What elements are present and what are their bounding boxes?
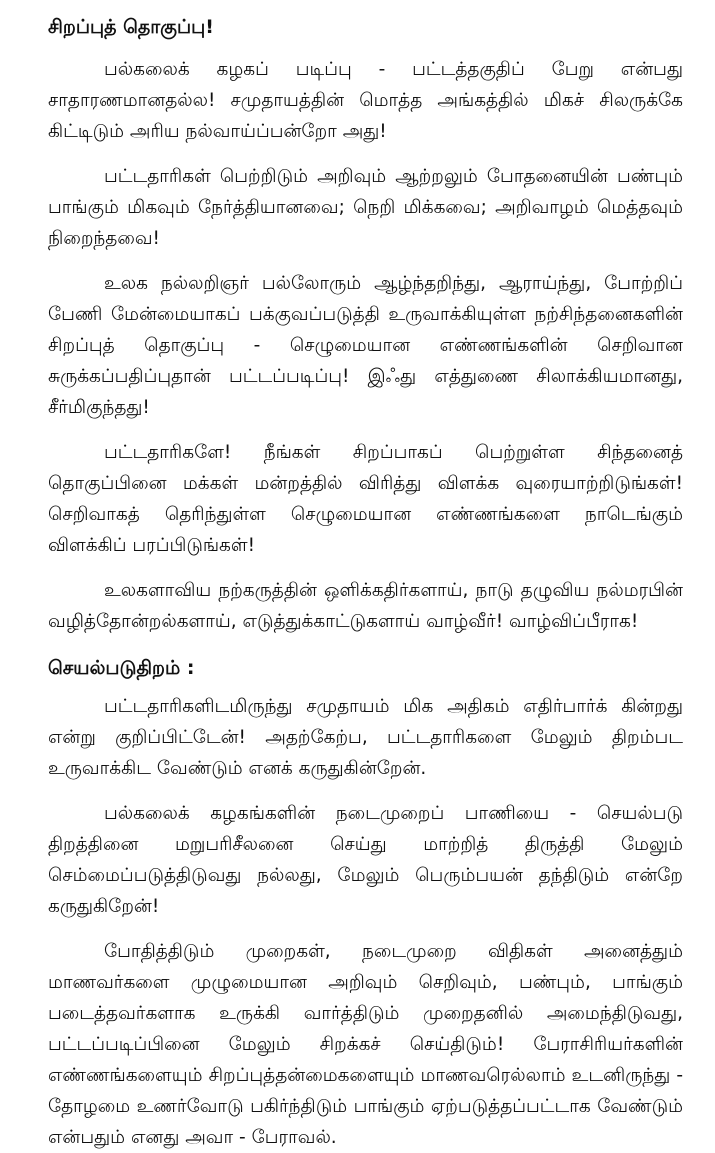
section-special-compilation [48,14,683,637]
paragraph: உலகளாவிய நற்கருத்தின் ஒளிக்கதிர்களாய், நாடு தழுவிய நல்மரபின் வழித்தோன்றல்களாய், எடுத்துக்காட்டுகளாய் வாழ்வீர்! வாழ்விப்பீராக! [48,580,683,632]
paragraph: போதித்திடும் முறைகள், நடைமுறை விதிகள் அனைத்தும் மாணவர்களை முழுமையான அறிவும் செறிவும், பண்பும், பாங்கும் படைத்தவர்களாக உருக்கி வார்த்திடும் முறைதனில் அமைந்திடுவது, பட்டப்படிப்பினை மேலும் சிறக்கச் செய்திடும்! பேராசிரியர்களின் எண்ணங்களையும் சிறப்புத்தன்மைகளையும் மாணவரெல்லாம் உடனிருந்து - தோழமை உணர்வோடு பகிர்ந்திடும் பாங்கும் ஏற்படுத்தப்பட்டாக வேண்டும் என்பதும் எனது அவா - பேராவல். [48,941,683,1148]
section-functional-capacity [48,655,683,1153]
paragraph: உலக நல்லறிஞர் பல்லோரும் ஆழ்ந்தறிந்து, ஆராய்ந்து, போற்றிப் பேணி மேன்மையாகப் பக்குவப்படுத்தி உருவாக்கியுள்ள நற்சிந்தனைகளின் சிறப்புத் தொகுப்பு - செழுமையான எண்ணங்களின் செறிவான சுருக்கப்பதிப்புதான் பட்டப்படிப்பு! இஃது எத்துணை சிலாக்கியமானது, சீர்மிகுந்தது! [48,273,683,418]
paragraph: பல்கலைக் கழகப் படிப்பு - பட்டத்தகுதிப் பேறு என்பது சாதாரணமானதல்ல! சமுதாயத்தின் மொத்த அங்கத்தில் மிகச் சிலருக்கே கிட்டிடும் அரிய நல்வாய்ப்பன்றோ அது! [48,59,683,142]
paragraph: பட்டதாரிகளே! நீங்கள் சிறப்பாகப் பெற்றுள்ள சிந்தனைத் தொகுப்பினை மக்கள் மன்றத்தில் விரித்து விளக்க வுரையாற்றிடுங்கள்! செறிவாகத் தெரிந்துள்ள செழுமையான எண்ணங்களை நாடெங்கும் விளக்கிப் பரப்பிடுங்கள்! [48,442,683,556]
paragraph: பட்டதாரிகள் பெற்றிடும் அறிவும் ஆற்றலும் போதனையின் பண்பும் பாங்கும் மிகவும் நேர்த்தியானவை; நெறி மிக்கவை; அறிவாழம் மெத்தவும் நிறைந்தவை! [48,166,683,249]
section-heading: செயல்படுதிறம் : [48,657,195,679]
section-heading: சிறப்புத் தொகுப்பு! [48,16,214,38]
paragraph: பட்டதாரிகளிடமிருந்து சமுதாயம் மிக அதிகம் எதிர்பார்க் கின்றது என்று குறிப்பிட்டேன்! அதற்கேற்ப, பட்டதாரிகளை மேலும் திறம்பட உருவாக்கிட வேண்டும் எனக் கருதுகின்றேன். [48,696,683,779]
paragraph: பல்கலைக் கழகங்களின் நடைமுறைப் பாணியை - செயல்படு திறத்தினை மறுபரிசீலனை செய்து மாற்றித் திருத்தி மேலும் செம்மைப்படுத்திடுவது நல்லது, மேலும் பெரும்பயன் தந்திடும் என்றே கருதுகிறேன்! [48,803,683,917]
